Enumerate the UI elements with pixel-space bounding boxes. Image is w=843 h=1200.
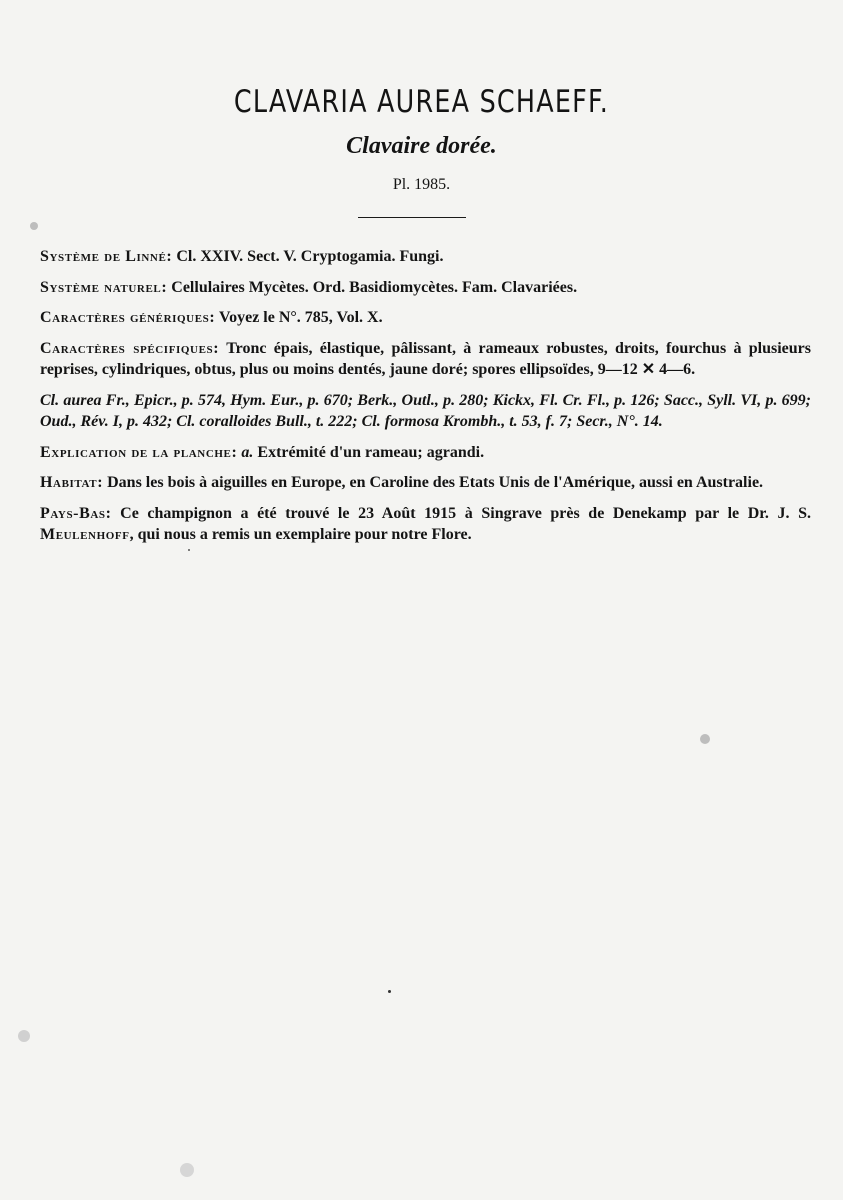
scan-speck [30,222,38,230]
page-title: CLAVARIA AUREA SCHAEFF. [233,84,610,120]
scan-speck [700,734,710,744]
section-text-end: , qui nous a remis un exemplaire pour notre Flore. [129,526,472,543]
section-text: Ce champignon a été trouvé le 23 Août 1915 à Singrave près de Denekamp par le Dr. J. S. [111,504,811,522]
section-habitat [40,472,811,494]
scan-speck [18,1030,30,1042]
section-label: Système de Linné: [40,248,173,265]
section-explication [40,442,811,464]
scan-speck [188,549,190,551]
section-label: Pays-Bas: [40,504,112,522]
section-label: Système naturel: [40,278,168,296]
section-label: Caractères génériques: [40,309,216,326]
figure-letter: a. [237,443,254,461]
section-text: Cellulaires Mycètes. Ord. Basidiomycètes. Fam. Clavariées. [167,278,578,296]
scan-speck [180,1163,194,1177]
section-caracteres-generiques [40,307,811,329]
section-text: Tronc épais, élastique, pâlissant, à rameaux robustes, droits, fourchus à plusieurs reprises, cylindriques, obtus, plus ou moins dentés, jaune doré; spores ellipsoïdes, 9—12 ✕ 4—6. [40,339,811,378]
section-label: Explication de la planche: [40,443,238,461]
section-linne [40,246,811,268]
section-caracteres-specifiques [40,338,811,381]
section-text: Voyez le N°. 785, Vol. X. [215,309,383,326]
person-name: Meulenhoff [40,526,130,543]
scan-speck [388,990,391,993]
page-subtitle: Clavaire dorée. [346,133,497,159]
plate-number: Pl. 1985. [392,176,451,193]
section-pays-bas [40,503,811,546]
title-divider [358,217,466,218]
description-body [40,246,811,555]
section-label: Habitat: [40,474,104,491]
section-text: Dans les bois à aiguilles en Europe, en Caroline des Etats Unis de l'Amérique, aussi en Australie. [103,474,764,491]
section-systeme-naturel [40,277,811,299]
section-label: Caractères spécifiques: [40,339,220,357]
section-references: Cl. aurea Fr., Epicr., p. 574, Hym. Eur., p. 670; Berk., Outl., p. 280; Kickx, Fl. Cr. Fl., p. 126; Sacc., Syll. VI, p. 699; Oud., Rév. I, p. 432; Cl. coralloides Bull., t. 222; Cl. formosa Krombh., t. 53, f. 7; Secr., N°. 14. [40,391,811,430]
section-text: Cl. XXIV. Sect. V. Cryptogamia. Fungi. [172,248,444,265]
section-text: Extrémité d'un rameau; agrandi. [253,443,485,461]
